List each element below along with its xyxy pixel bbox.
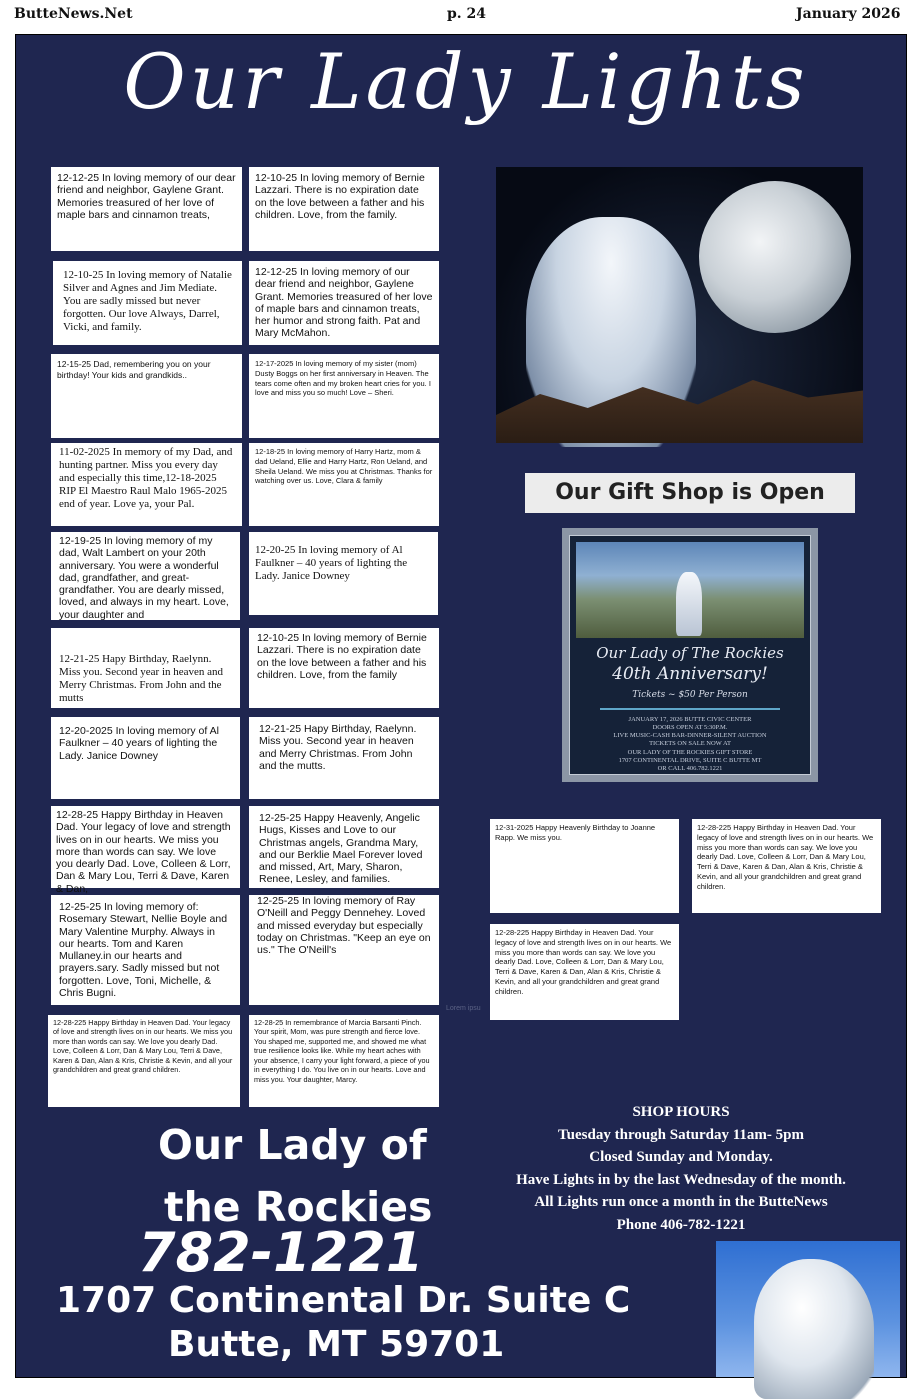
memorial-note: 12-25-25 Happy Heavenly, Angelic Hugs, Kisses and Love to our Christmas angels, Grandma Mary, and our Berklie Mael Forever loved and missed, Art, Mary, Sharon, Renee, Lesley, and families.	[249, 806, 439, 888]
poster-tickets: Tickets ~ $50 Per Person	[632, 690, 748, 700]
placeholder-text: Lorem ipsu	[446, 1005, 481, 1012]
gift-shop-banner: Our Gift Shop is Open	[525, 473, 855, 513]
page-title: Our Lady Lights	[123, 37, 809, 126]
moon-shape	[699, 181, 851, 333]
statue-moon-image	[496, 167, 863, 443]
poster-photo	[576, 542, 804, 638]
memorial-note: 12-12-25 In loving memory of our dear friend and neighbor, Gaylene Grant. Memories treasured of her love of maple bars and cinnamon treats,	[51, 167, 242, 251]
memorial-note: 12-10-25 In loving memory of Bernie Lazzari. There is no expiration date on the love between a father and his children. Love, from the family.	[249, 167, 439, 251]
poster-title: Our Lady of The Rockies	[596, 644, 784, 662]
memorial-note: 12-28-225 Happy Birthday in Heaven Dad. Your legacy of love and strength lives on in our hearts. We miss you more than words can say. We love you dearly Dad. Love, Colleen & Lorr, Dan & Mary Lou, Terri & Dave, Karen & Dan, Alan & Kris, Christie & Kevin, and all your grandchildren and great grand children.	[692, 819, 881, 913]
org-name-line1: Our Lady of	[158, 1121, 427, 1169]
memorial-note: 12-12-25 In loving memory of our dear friend and neighbor, Gaylene Grant. Memories treasured of her love of maple bars and cinnamon treats, her humor and strong faith. Pat and Mary McMahon.	[249, 261, 439, 345]
issue-date: January 2026	[796, 6, 901, 22]
memorial-note: 12-28-25 Happy Birthday in Heaven Dad. Your legacy of love and strength lives on in our hearts. We miss you more than words can say. We love you dearly Dad. Love, Colleen & Lorr, Dan & Mary Lou, Terri & Dave, Karen & Dan,	[51, 806, 240, 888]
memorial-note: 12-28-25 In remembrance of Marcia Barsanti Pinch. Your spirit, Mom, was pure strength and fierce love. You shaped me, supported me, and showed me what true resilience looks like. While my heart aches with your absence, I carry your light forward, a piece of you in everything I do. You live on in our hearts. Love and miss you. Your daughter, Marcy.	[249, 1015, 439, 1107]
poster-details: JANUARY 17, 2026 BUTTE CIVIC CENTER DOORS OPEN AT 5:30P.M. LIVE MUSIC-CASH BAR-DINNER-SILENT AUCTION TICKETS ON SALE NOW AT OUR LADY OF THE ROCKIES GIFT STORE 1707 CONTINENTAL DRIVE, SUITE C BUTTE MT OR CALL 406.782.1221	[613, 716, 767, 772]
memorial-note: 12-20-25 In loving memory of Al Faulkner – 40 years of lighting the Lady. Janice Downey	[249, 532, 438, 615]
memorial-note: 11-02-2025 In memory of my Dad, and hunting partner. Miss you every day and especially this time,12-18-2025 RIP El Maestro Raul Malo 1965-2025 end of year. Love ya, your Pal.	[51, 443, 242, 526]
lights-panel	[15, 34, 907, 1378]
memorial-note: 12-15-25 Dad, remembering you on your birthday! Your kids and grandkids..	[51, 354, 242, 438]
memorial-note: 12-31-2025 Happy Heavenly Birthday to Joanne Rapp. We miss you.	[490, 819, 679, 913]
memorial-note: 12-18-25 In loving memory of Harry Hartz, mom & dad Ueland, Ellie and Harry Hartz, Ron Ueland, and Sheila Ueland. We miss you at Christmas. Thanks for watching over us. Love, Clara & family	[249, 443, 439, 526]
memorial-note: 12-17-2025 In loving memory of my sister (mom) Dusty Boggs on her first anniversary in Heaven. The tears come often and my broken heart cries for you. I love and miss you so much! Love – Sheri.	[249, 354, 439, 438]
memorial-note: 12-25-25 In loving memory of Ray O'Neill and Peggy Dennehey. Loved and missed everyday but especially today on Christmas. "Keep an eye on us." The O'Neill's	[249, 895, 439, 1005]
memorial-note: 12-21-25 Hapy Birthday, Raelynn. Miss you. Second year in heaven and Merry Christmas. From John and the mutts.	[249, 717, 439, 799]
memorial-note: 12-28-225 Happy Birthday in Heaven Dad. Your legacy of love and strength lives on in our hearts. We miss you more than words can say. We love you dearly Dad. Love, Colleen & Lorr, Dan & Mary Lou, Terri & Dave, Karen & Dan, Alan & Kris, Christie & Kevin, and all your grandchildren and great grand children.	[490, 924, 679, 1020]
memorial-note: 12-28-225 Happy Birthday in Heaven Dad. Your legacy of love and strength lives on in our hearts. We miss you more than words can say. We love you dearly Dad. Love, Colleen & Lorr, Dan & Mary Lou, Terri & Dave, Karen & Dan, Alan & Kris, Christie & Kevin, and all your grandchildren and great grand children.	[48, 1015, 240, 1107]
poster-subtitle: 40th Anniversary!	[612, 664, 768, 684]
statue-closeup-image	[716, 1241, 900, 1377]
page-number: p. 24	[447, 6, 487, 22]
anniversary-poster	[562, 528, 818, 782]
shop-hours: SHOP HOURS Tuesday through Saturday 11am- 5pm Closed Sunday and Monday. Have Lights in by the last Wednesday of the month. All Lights run once a month in the ButteNews Phone 406-782-1221	[496, 1101, 866, 1237]
org-name-line2: the Rockies	[164, 1183, 433, 1231]
org-address-line2: Butte, MT 59701	[168, 1324, 505, 1365]
org-phone: 782-1221	[138, 1221, 424, 1284]
memorial-note: 12-10-25 In loving memory of Bernie Lazzari. There is no expiration date on the love between a father and his children. Love, from the family	[249, 628, 439, 708]
shop-phone: Phone 406-782-1221	[616, 1216, 746, 1233]
shop-hours-title: SHOP HOURS	[632, 1104, 730, 1120]
org-address-line1: 1707 Continental Dr. Suite C	[56, 1280, 631, 1321]
memorial-note: 12-10-25 In loving memory of Natalie Silver and Agnes and Jim Mediate. You are sadly missed but never forgotten. Our love Always, Darrel, Vicki, and family.	[53, 261, 242, 345]
memorial-note: 12-20-2025 In loving memory of Al Faulkner – 40 years of lighting the Lady. Janice Downey	[51, 717, 240, 799]
site-name: ButteNews.Net	[14, 6, 133, 22]
memorial-note: 12-19-25 In loving memory of my dad, Walt Lambert on your 20th anniversary. You were a wonderful dad, grandfather, and great-grandfather. You are dearly missed, loved, and always in my heart. Love, your daughter and	[51, 532, 240, 620]
memorial-note: 12-21-25 Hapy Birthday, Raelynn. Miss you. Second year in heaven and Merry Christmas. From John and the mutts	[51, 628, 240, 708]
memorial-note: 12-25-25 In loving memory of: Rosemary Stewart, Nellie Boyle and Mary Valentine Murphy. Always in our hearts. Tom and Karen Mullaney.in our hearts and prayers.sary. Sadly missed but not forgotten. Love, Toni, Michelle, & Chris Bugni.	[51, 895, 240, 1005]
